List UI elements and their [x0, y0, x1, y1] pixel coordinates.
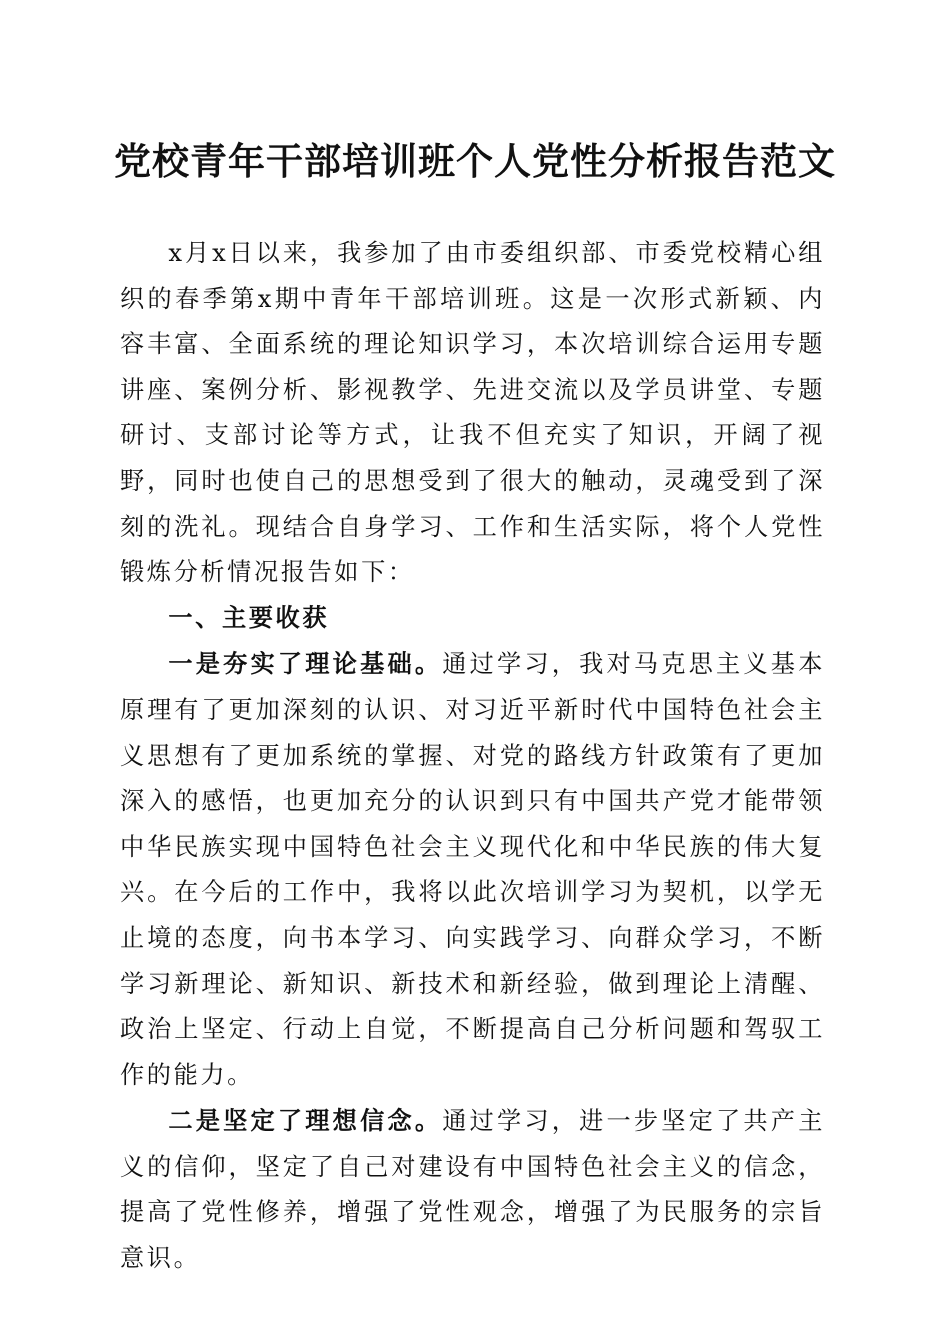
point-one-paragraph: [120, 641, 825, 1098]
section-heading: 一、主要收获: [168, 603, 330, 632]
point-one-text: 通过学习，我对马克思主义基本原理有了更加深刻的认识、对习近平新时代中国特色社会主义思想有了更加系统的掌握、对党的路线方针政策有了更加深入的感悟，也更加充分的认识到只有中国共产党才能带领中华民族实现中国特色社会主义现代化和中华民族的伟大复兴。在今后的工作中，我将以此次培训学习为契机，以学无止境的态度，向书本学习、向实践学习、向群众学习，不断学习新理论、新知识、新技术和新经验，做到理论上清醒、政治上坚定、行动上自觉，不断提高自己分析问题和驾驭工作的能力。: [120, 650, 825, 1089]
intro-paragraph: x月x日以来，我参加了由市委组织部、市委党校精心组织的春季第x期中青年干部培训班。这是一次形式新颖、内容丰富、全面系统的理论知识学习，本次培训综合运用专题讲座、案例分析、影视教学、先进交流以及学员讲堂、专题研讨、支部讨论等方式，让我不但充实了知识，开阔了视野，同时也使自己的思想受到了很大的触动，灵魂受到了深刻的洗礼。现结合自身学习、工作和生活实际，将个人党性锻炼分析情况报告如下：: [120, 239, 825, 587]
point-two-paragraph: [120, 1098, 825, 1281]
point-two-text: 通过学习，进一步坚定了共产主义的信仰，坚定了自己对建设有中国特色社会主义的信念，提高了党性修养，增强了党性观念，增强了为民服务的宗旨意识。: [120, 1107, 825, 1273]
document-body: [120, 231, 825, 1282]
point-two-lead: 二是坚定了理想信念。: [168, 1106, 443, 1136]
point-one-lead: 一是夯实了理论基础。: [168, 649, 443, 679]
document-title: 党校青年干部培训班个人党性分析报告范文: [114, 139, 836, 183]
